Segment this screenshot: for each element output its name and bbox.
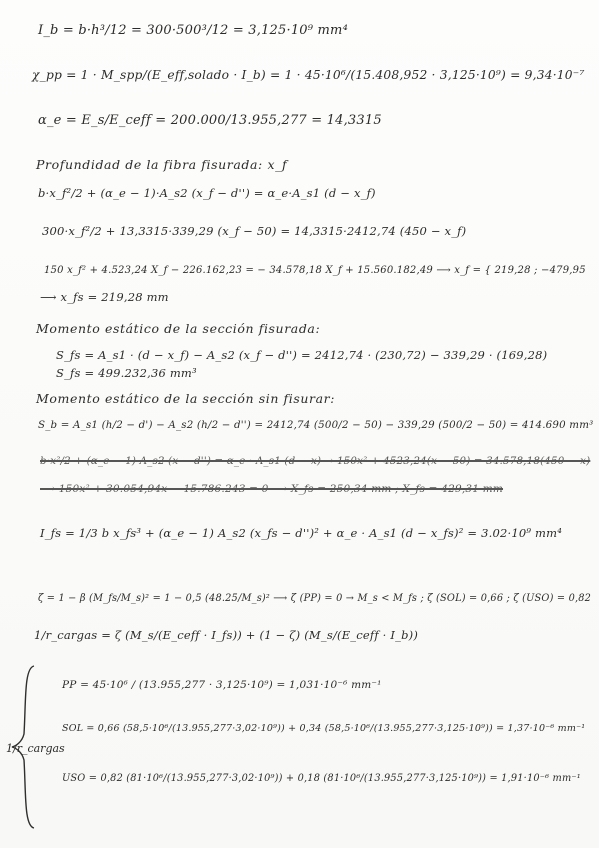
result-sfs: S_fs = 499.232,36 mm³ [56,366,197,380]
heading-neutral-axis: Profundidad de la fibra fisurada: x_f [36,157,288,172]
equation-alpha-e: α_e = E_s/E_ceff = 200.000/13.955,277 = 14,3315 [38,113,382,128]
equation-quadratic: 150 x_f² + 4.523,24 X_f − 226.162,23 = − 34.578,18 X_f + 15.560.182,49 ⟶ x_f = { 219,28 ; −479,95 [44,265,586,276]
equation-equilibrium-values: 300·x_f²/2 + 13,3315·339,29 (x_f − 50) = 14,3315·2412,74 (450 − x_f) [42,224,467,238]
equation-chi-pp: χ_pp = 1 · M_spp/(E_eff,solado · I_b) = 1 · 45·10⁶/(15.408,952 · 3,125·10⁹) = 9,34·10⁻⁷ [32,68,585,82]
curvature-uso: USO = 0,82 (81·10⁶/(13.955,277·3,02·10⁹)) + 0,18 (81·10⁶/(13.955,277·3,125·10⁹)) = 1,91·10⁻⁶ mm⁻¹ [62,773,581,784]
curvature-label: 1/r_cargas [6,742,65,755]
curvature-pp: PP = 45·10⁶ / (13.955,277 · 3,125·10⁹) = 1,031·10⁻⁶ mm⁻¹ [62,679,382,691]
equation-ifs: I_fs = 1/3 b x_fs³ + (α_e − 1) A_s2 (x_fs − d'')² + α_e · A_s1 (d − x_fs)² = 3.02·10⁹ mm⁴ [40,526,563,540]
equation-equilibrium: b·x_f²/2 + (α_e − 1)·A_s2 (x_f − d'') = α_e·A_s1 (d − x_f) [38,186,376,200]
heading-static-moment-uncracked: Momento estático de la sección sin fisurar: [36,391,336,406]
heading-static-moment-cracked: Momento estático de la sección fisurada: [36,321,321,336]
curvature-sol: SOL = 0,66 (58,5·10⁶/(13.955,277·3,02·10⁹)) + 0,34 (58,5·10⁶/(13.955,277·3,125·10⁹)) = 1,37·10⁻⁶ mm⁻¹ [62,723,586,734]
crossed-out-equation: b·x²/2 + (α_e − 1) A_s2 (x − d'') = α_e · A_s1 (d − x) → 150x² + 4523,24(x − 50) = 34.578,18(450 − x) [40,455,591,467]
equation-curvature: 1/r_cargas = ζ (M_s/(E_ceff · I_fs)) + (1 − ζ) (M_s/(E_ceff · I_b)) [34,628,418,642]
crossed-out-result: ⟶ 150x² + 30.054,94x − 15.786.243 = 0 ⟶ X_fs = 250,34 mm ; X_fs = 429,31 mm [40,483,504,495]
result-xfs: ⟶ x_fs = 219,28 mm [40,290,169,304]
equation-zeta: ζ = 1 − β (M_fs/M_s)² = 1 − 0,5 (48.25/M_s)² ⟶ ζ (PP) = 0 → M_s < M_fs ; ζ (SOL) = 0,66 ; ζ (USO) = 0,82 [38,593,592,604]
equation-sfs: S_fs = A_s1 · (d − x_f) − A_s2 (x_f − d'') = 2412,74 · (230,72) − 339,29 · (169,28) [56,348,548,362]
equation-inertia: I_b = b·h³/12 = 300·500³/12 = 3,125·10⁹ mm⁴ [38,23,348,38]
equation-sb: S_b = A_s1 (h/2 − d') − A_s2 (h/2 − d'') = 2412,74 (500/2 − 50) − 339,29 (500/2 − 50) = 414.690 mm³ [38,419,594,431]
